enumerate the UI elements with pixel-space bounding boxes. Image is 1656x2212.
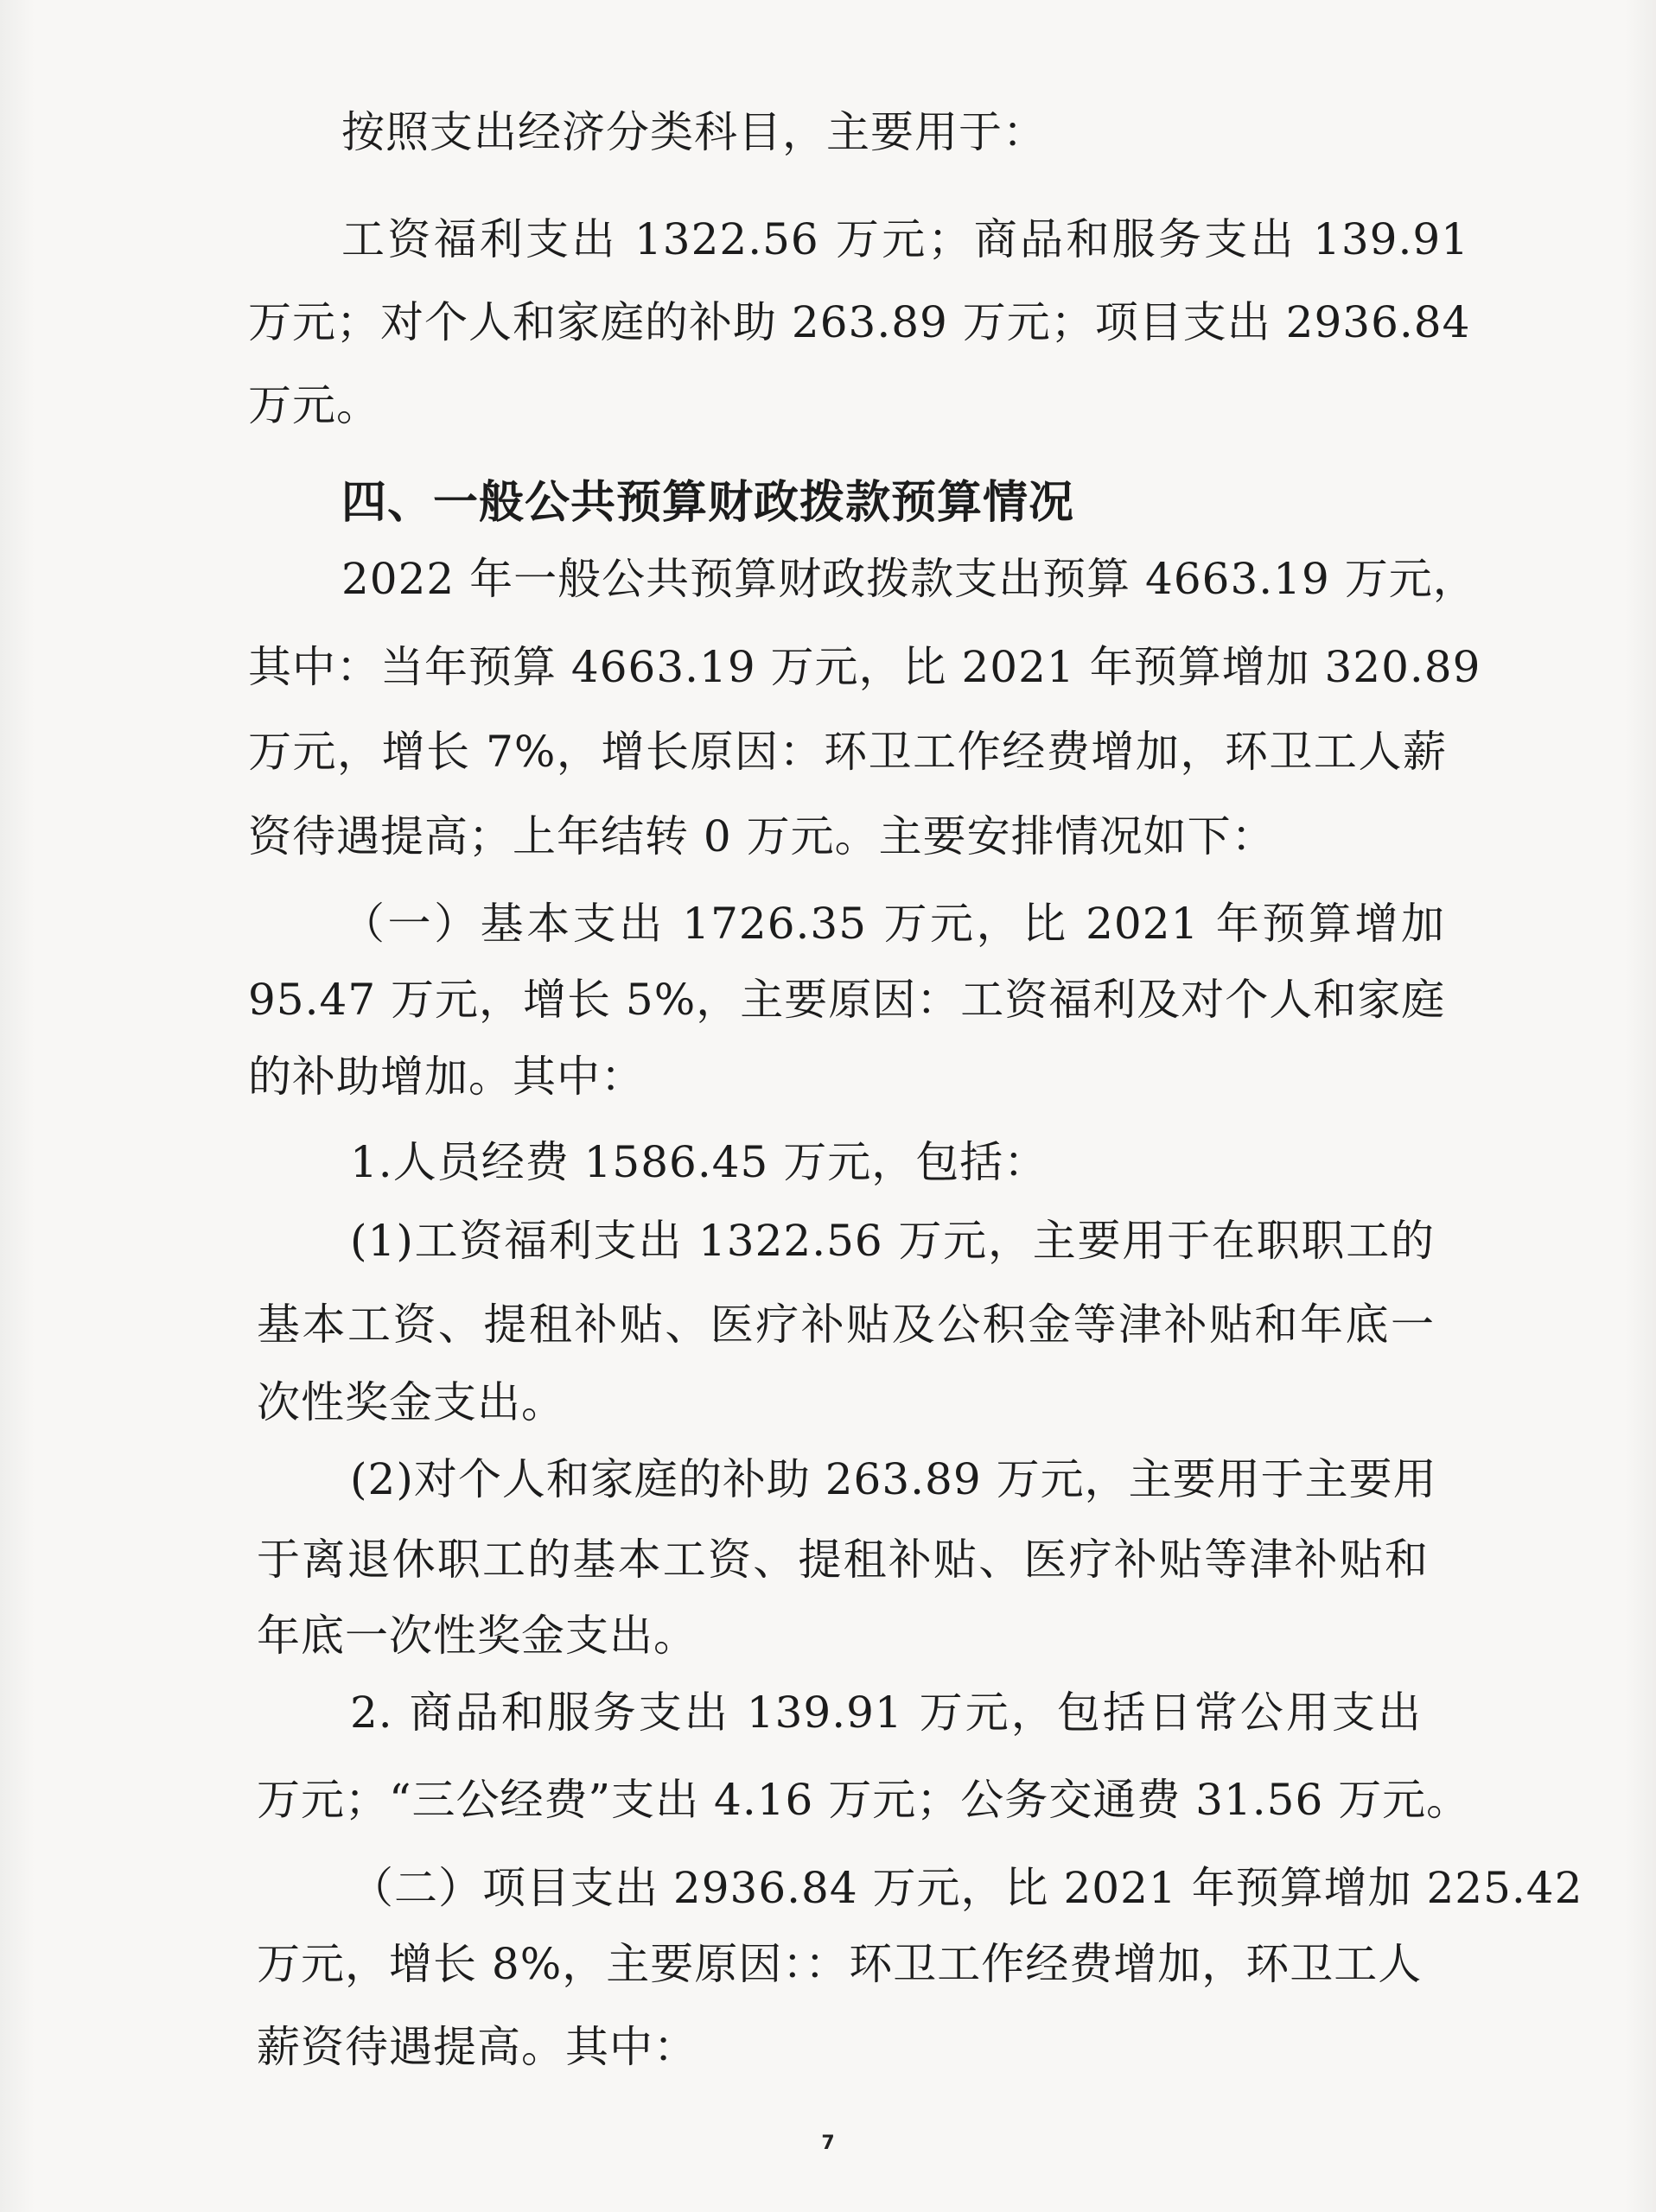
page-number: 7 — [821, 2133, 835, 2154]
subsidies-line-2: 于离退休职工的基本工资、提租补贴、医疗补贴等津补贴和 — [257, 1535, 1429, 1585]
project-expenditure-line-2: 万元，增长 8%，主要原因：：环卫工作经费增加，环卫工人 — [257, 1939, 1423, 1989]
section-four-line-2: 其中：当年预算 4663.19 万元，比 2021 年预算增加 320.89 — [248, 642, 1481, 692]
subsidies-line-1: (2)对个人和家庭的补助 263.89 万元，主要用于主要用 — [350, 1454, 1437, 1504]
project-expenditure-line-3: 薪资待遇提高。其中： — [257, 2022, 697, 2072]
basic-expenditure-line-3: 的补助增加。其中： — [248, 1052, 645, 1102]
intro-line: 按照支出经济分类科目，主要用于： — [341, 107, 1047, 157]
basic-expenditure-line-1: （一）基本支出 1726.35 万元，比 2021 年预算增加 — [341, 899, 1445, 949]
goods-services-line-1: 2. 商品和服务支出 139.91 万元，包括日常公用支出 — [350, 1688, 1422, 1738]
summary-line-2: 万元；对个人和家庭的补助 263.89 万元；项目支出 2936.84 — [248, 297, 1471, 347]
personnel-funds-line: 1.人员经费 1586.45 万元，包括： — [350, 1137, 1048, 1187]
section-four-line-1: 2022 年一般公共预算财政拨款支出预算 4663.19 万元， — [341, 554, 1477, 604]
summary-line-3: 万元。 — [248, 380, 380, 430]
summary-line-1: 工资福利支出 1322.56 万元；商品和服务支出 139.91 — [341, 214, 1469, 264]
basic-expenditure-line-2: 95.47 万元，增长 5%，主要原因：工资福利及对个人和家庭 — [248, 975, 1446, 1025]
wages-line-3: 次性奖金支出。 — [257, 1377, 565, 1427]
section-four-line-4: 资待遇提高；上年结转 0 万元。主要安排情况如下： — [248, 811, 1276, 861]
wages-line-1: (1)工资福利支出 1322.56 万元，主要用于在职职工的 — [350, 1216, 1435, 1266]
goods-services-line-2: 万元；“三公经费”支出 4.16 万元；公务交通费 31.56 万元。 — [257, 1775, 1471, 1825]
section-four-line-3: 万元，增长 7%，增长原因：环卫工作经费增加，环卫工人薪 — [248, 727, 1447, 777]
project-expenditure-line-1: （二）项目支出 2936.84 万元，比 2021 年预算增加 225.42 — [350, 1863, 1583, 1913]
subsidies-line-3: 年底一次性奖金支出。 — [257, 1611, 697, 1661]
section-heading: 四、一般公共预算财政拨款预算情况 — [341, 477, 1075, 529]
wages-line-2: 基本工资、提租补贴、医疗补贴及公积金等津补贴和年底一 — [257, 1300, 1435, 1350]
